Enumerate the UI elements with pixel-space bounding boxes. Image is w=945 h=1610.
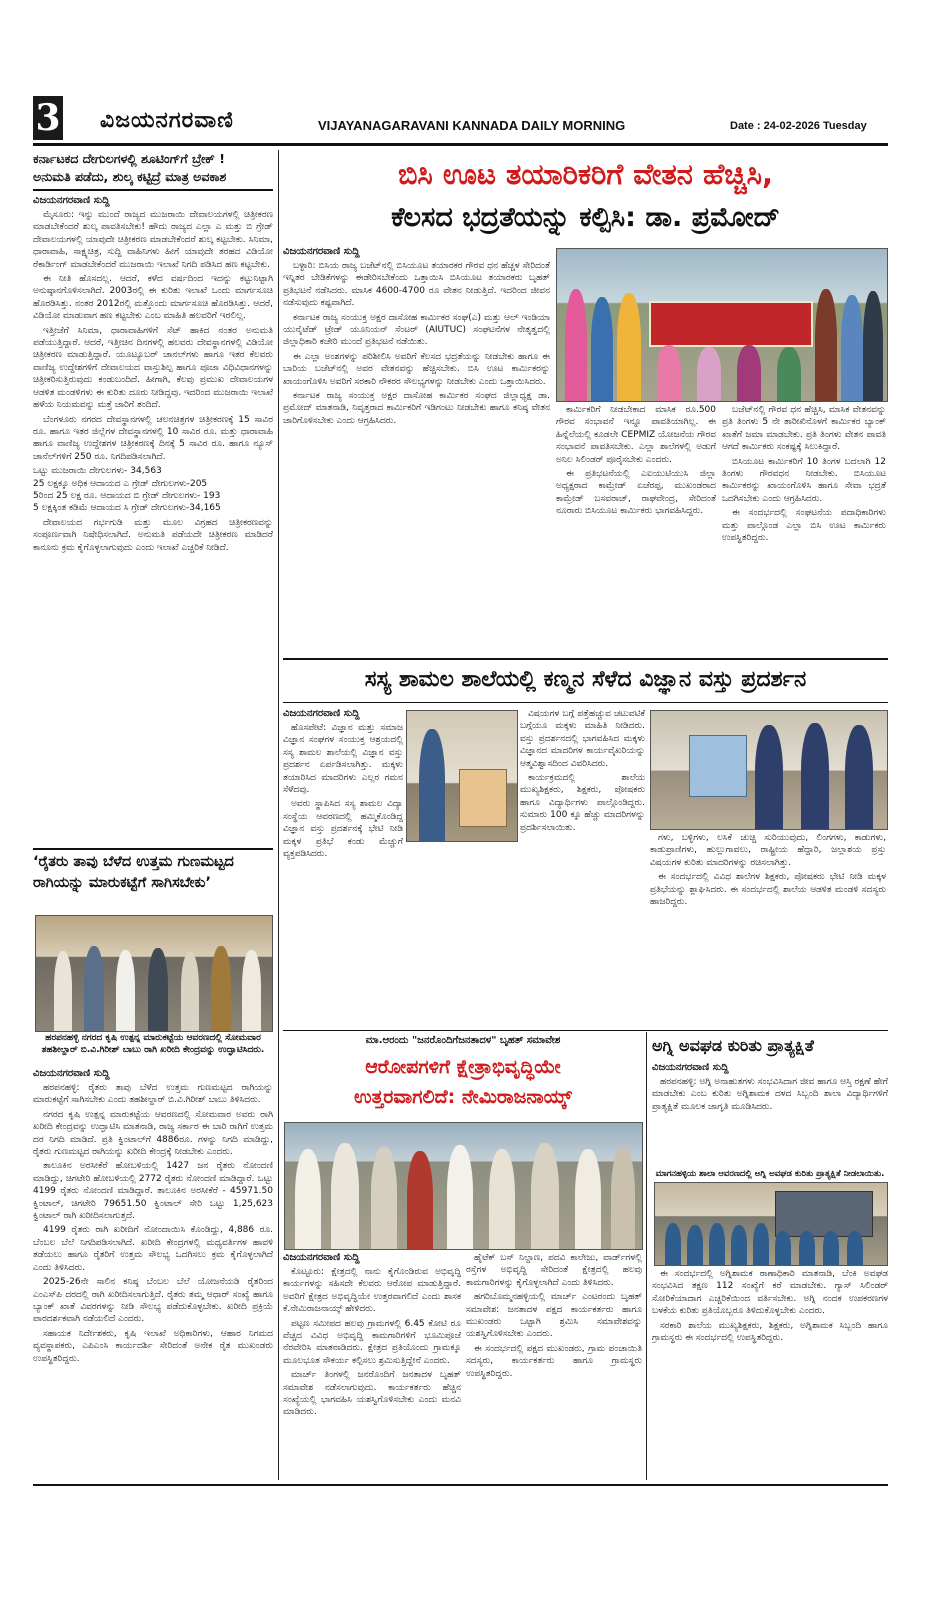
person-figure bbox=[775, 1231, 791, 1265]
fire-photo bbox=[654, 1182, 888, 1266]
bisiuta-p9: ಈ ಸಂದರ್ಭದಲ್ಲಿ ಸಂಘಟನೆಯ ಪದಾಧಿಕಾರಿಗಳು ಮತ್ತು ಪಾಲ್ಗೊಂಡ ಎಲ್ಲಾ ಬಿಸಿ ಊಟ ಕಾರ್ಮಿಕರು ಉಪಸ್ಥಿತರಿದ್ದರು. bbox=[722, 508, 886, 544]
bisiuta-p4: ಕರ್ನಾಟಕ ರಾಜ್ಯ ಸಂಯುಕ್ತ ಅಕ್ಷರ ದಾಸೋಹ ಕಾರ್ಮಿಕರ ಸಂಘದ ಜಿಲ್ಲಾಧ್ಯಕ್ಷ ಡಾ. ಪ್ರಮೋದ್ ಮಾತನಾಡಿ, ನಿವೃತ್ತರಾದ ಕಾರ್ಮಿಕರಿಗೆ ಇಡಿಗಂಟು ನೀಡಬೇಕು ಹಾಗೂ ಕನಿಷ್ಠ ವೇತನ ಜಾರಿಗೊಳಿಸಬೇಕು ಎಂದು ಆಗ್ರಹಿಸಿದರು. bbox=[283, 391, 550, 426]
temples-stats-intro: ಒಟ್ಟು ಮುಜರಾಯಿ ದೇಗುಲಗಳು- 34,563 bbox=[33, 466, 162, 477]
fire-p1: ಹರಪನಹಳ್ಳಿ: ಅಗ್ನಿ ಅನಾಹುತಗಳು ಸಂಭವಿಸಿದಾಗ ಜೀವ ಹಾಗೂ ಆಸ್ತಿ ರಕ್ಷಣೆ ಹೇಗೆ ಮಾಡಬೇಕು ಎಂಬ ಕುರಿತು ಅಗ್ನಿಶಾಮಕ ದಳದ ಸಿಬ್ಬಂದಿ ಶಾಲಾ ವಿದ್ಯಾರ್ಥಿಗಳಿಗೆ ಪ್ರಾತ್ಯಕ್ಷಿತೆ ಮೂಲಕ ಜಾಗೃತಿ ಮೂಡಿಸಿದರು. bbox=[652, 1077, 888, 1112]
person-figure bbox=[116, 950, 135, 1031]
science-p4: ಕಾರ್ಯಕ್ರಮದಲ್ಲಿ ಶಾಲೆಯ ಮುಖ್ಯಶಿಕ್ಷಕರು, ಶಿಕ್ಷಕರು, ಪೋಷಕರು ಹಾಗೂ ವಿದ್ಯಾರ್ಥಿಗಳು ಪಾಲ್ಗೊಂಡಿದ್ದರು. ಸುಮಾರು 100 ಕ್ಕೂ ಹೆಚ್ಚು ಮಾದರಿಗಳನ್ನು ಪ್ರದರ್ಶಿಸಲಾಯಿತು. bbox=[520, 773, 645, 833]
section-rule bbox=[33, 848, 273, 850]
ragi-story bbox=[33, 1068, 273, 1480]
masthead-date: Date : 24-02-2026 Tuesday bbox=[730, 120, 867, 132]
ragi-p1: ಹರಪನಹಳ್ಳಿ: ರೈತರು ತಾವು ಬೆಳೆದ ಉತ್ತಮ ಗುಣಮಟ್ಟದ ರಾಗಿಯನ್ನು ಮಾರುಕಟ್ಟೆಗೆ ಸಾಗಿಸಬೇಕು ಎಂದು ತಹಶೀಲ್ದಾರ್ ಬಿ.ವಿ.ಗಿರೀಶ್ ಬಾಬು ತಿಳಿಸಿದರು. bbox=[33, 1083, 273, 1106]
person-figure bbox=[211, 946, 231, 1031]
column-divider bbox=[646, 1032, 647, 1480]
science-photo-1 bbox=[406, 710, 518, 842]
temples-title-line2: ಅನುಮತಿ ಪಡೆದು, ಶುಲ್ಕ ಕಟ್ಟಿದ್ರೆ ಮಾತ್ರ ಅವಕಾಶ bbox=[33, 169, 227, 184]
ragi-p6: ಸಹಾಯಕ ನಿರ್ದೇಶಕರು, ಕೃಷಿ ಇಲಾಖೆ ಅಧಿಕಾರಿಗಳು, ಆಹಾರ ನಿಗಮದ ವ್ಯವಸ್ಥಾಪಕರು, ಎಪಿಎಂಸಿ ಕಾರ್ಯದರ್ಶಿ ಸೇರಿದಂತೆ ಅನೇಕ ರೈತ ಮುಖಂಡರು ಉಪಸ್ಥಿತರಿದ್ದರು. bbox=[33, 1328, 273, 1364]
person-figure bbox=[731, 1225, 747, 1265]
temples-p4: ಬೆಂಗಳೂರು ನಗರದ ದೇವಸ್ಥಾನಗಳಲ್ಲಿ ಚಲನಚಿತ್ರಗಳ ಚಿತ್ರೀಕರಣಕ್ಕೆ 15 ಸಾವಿರ ರೂ. ಹಾಗೂ ಇತರ ಜಿಲ್ಲೆಗಳ ದೇವಸ್ಥಾನಗಳಲ್ಲಿ 10 ಸಾವಿರ ರೂ. ಮತ್ತು ಧಾರಾವಾಹಿ ಹಾಗೂ ವಾಣಿಜ್ಯ ಉದ್ದೇಶಗಳ ಚಿತ್ರೀಕರಣಕ್ಕೆ ದಿನಕ್ಕೆ 5 ಸಾವಿರ ರೂ. ಹಾಗೂ ನ್ಯೂಸ್ ಚಾನೆಲ್‌ಗಳಿಗೆ 250 ರೂ. ನಿಗದಿಪಡಿಸಲಾಗಿದೆ. bbox=[33, 414, 273, 462]
ragi-p5: 2025-26ನೇ ಸಾಲಿನ ಕನಿಷ್ಠ ಬೆಂಬಲ ಬೆಲೆ ಯೋಜನೆಯಡಿ ರೈತರಿಂದ ಎಂಎಸ್‌ಪಿ ದರದಲ್ಲಿ ರಾಗಿ ಖರೀದಿಸಲಾಗುತ್ತಿದೆ. ರೈತರು ತಮ್ಮ ಆಧಾರ್ ಸಂಖ್ಯೆ ಹಾಗೂ ಬ್ಯಾಂಕ್ ಖಾತೆ ವಿವರಗಳನ್ನು ನೀಡಿ ಸೌಲಭ್ಯ ಪಡೆದುಕೊಳ್ಳಬೇಕು. ಖರೀದಿ ಪ್ರಕ್ರಿಯೆ ಪಾರದರ್ಶಕವಾಗಿ ನಡೆಯಲಿದೆ ಎಂದರು. bbox=[33, 1277, 273, 1325]
main-headline-line1: ಬಿಸಿ ಊಟ ತಯಾರಿಕರಿಗೆ ವೇತನ ಹೆಚ್ಚಿಸಿ, bbox=[397, 157, 774, 191]
person-figure bbox=[823, 1231, 839, 1265]
person-figure bbox=[815, 289, 837, 401]
bisiuta-byline: ವಿಜಯನಗರವಾಣಿ ಸುದ್ದಿ bbox=[283, 246, 360, 257]
science-p2: ಅವರು ಸ್ಥಾಪಿಸಿದ ಸಸ್ಯ ಶಾಮಲ ವಿದ್ಯಾ ಸಂಸ್ಥೆಯ ಆವರಣದಲ್ಲಿ ಹಮ್ಮಿಕೊಂಡಿದ್ದ ವಿಜ್ಞಾನ ವಸ್ತು ಪ್ರದರ್ಶನಕ್ಕೆ ಭೇಟಿ ನೀಡಿ ಮಕ್ಕಳ ಪ್ರತಿಭೆ ಕಂಡು ಮೆಚ್ಚುಗೆ ವ್ಯಕ್ತಪಡಿಸಿದರು. bbox=[283, 799, 403, 860]
science-byline: ವಿಜಯನಗರವಾಣಿ ಸುದ್ದಿ bbox=[283, 708, 360, 719]
science-story-col1 bbox=[283, 708, 403, 1028]
person-figure bbox=[489, 1149, 515, 1249]
bisiuta-p6: ಈ ಪ್ರತಿಭಟನೆಯಲ್ಲಿ ಎಐಯುಟಿಯುಸಿ ಜಿಲ್ಲಾ ಅಧ್ಯಕ್ಷರಾದ ಕಾಮ್ರೇಡ್ ಏಚೆರಪ್ಪ, ಮುಖಂಡರಾದ ಕಾಮ್ರೇಡ್ ಬಸವರಾಜ್, ರಾಘವೇಂದ್ರ, ಸೇರಿದಂತೆ ನೂರಾರು ಬಿಸಿಯೂಟ ಕಾರ್ಮಿಕರು ಭಾಗವಹಿಸಿದ್ದರು. bbox=[556, 469, 716, 517]
person-figure bbox=[755, 725, 783, 829]
person-figure bbox=[801, 723, 829, 829]
science-p5: ಗಳು, ಬಳ್ಳಿಗಳು, ಲಸಿಕೆ ಚುಚ್ಚಿ ಸುರಿಯುವುದು, ಲಿಂಗಗಳು, ಕಾಡುಗಳು, ಕಾಡುಪ್ರಾಣಿಗಳು, ಹುಲ್ಲುಗಾವಲು, ರಾಷ್ಟ್ರೀಯ ಹೆದ್ದಾರಿ, ಜಲ್ಲಾಶಯ ಪ್ರಸ್ತು ವಿಷಯಗಳ ಕುರಿತು ಮಾದರಿಗಳನ್ನು ರಚಿಸಲಾಗಿತ್ತು. bbox=[650, 833, 886, 868]
person-figure bbox=[847, 1231, 863, 1265]
fire-truck bbox=[775, 1191, 873, 1237]
person-figure bbox=[591, 297, 613, 401]
person-figure bbox=[665, 1223, 681, 1265]
mla-p1: ಕೊಟ್ಟೂರು: ಕ್ಷೇತ್ರದಲ್ಲಿ ನಾನು ಕೈಗೊಂಡಿರುವ ಅಭಿವೃದ್ಧಿ ಕಾರ್ಯಗಳನ್ನು ಸಹಿಸದೇ ಕೆಲವರು ಆರೋಪ ಮಾಡುತ್ತಿದ್ದಾರೆ. ಅವರಿಗೆ ಕ್ಷೇತ್ರದ ಅಭಿವೃದ್ಧಿಯೇ ಉತ್ತರವಾಗಲಿದೆ ಎಂದು ಶಾಸಕ ಕೆ.ನೇಮಿರಾಜನಾಯ್ಕ್ ಹೇಳಿದರು. bbox=[283, 1267, 461, 1315]
science-photo-2 bbox=[650, 710, 888, 830]
ragi-headline: ‘ರೈತರು ತಾವು ಬೆಳೆದ ಉತ್ತಮ ಗುಣಮಟ್ಟದ ರಾಗಿಯನ್ನು ಮಾರುಕಟ್ಟೆಗೆ ಸಾಗಿಸಬೇಕು’ bbox=[33, 854, 234, 891]
temples-headline bbox=[33, 150, 273, 186]
person-figure bbox=[148, 948, 168, 1031]
main-headline bbox=[283, 152, 888, 240]
fire-byline: ವಿಜಯನಗರವಾಣಿ ಸುದ್ದಿ bbox=[652, 1062, 729, 1073]
fire-story-top bbox=[652, 1062, 888, 1167]
mla-p3: ಮಾರ್ಚ್ ತಿಂಗಳಲ್ಲಿ ಜನರೊಂದಿಗೆ ಜನತಾದಳ ಬೃಹತ್ ಸಮಾವೇಶ ನಡೆಸಲಾಗುವುದು. ಕಾರ್ಯಕರ್ತರು ಹೆಚ್ಚಿನ ಸಂಖ್ಯೆಯಲ್ಲಿ ಭಾಗವಹಿಸಿ ಯಶಸ್ವಿಗೊಳಿಸಬೇಕು ಎಂದು ಮನವಿ ಮಾಡಿದರು. bbox=[283, 1370, 461, 1418]
footer-rule bbox=[33, 1484, 888, 1486]
science-story-col3 bbox=[650, 832, 886, 1028]
mla-kicker: ಮಾ.ಆರಂದು "ಜನರೊಂದಿಗೆಜನತಾದಳ" ಬೃಹತ್ ಸಮಾವೇಶ bbox=[365, 1035, 561, 1046]
mla-byline: ವಿಜಯನಗರವಾಣಿ ಸುದ್ದಿ bbox=[283, 1252, 360, 1263]
person-figure bbox=[54, 951, 72, 1031]
temples-stats-b: 5ರಿಂದ 25 ಲಕ್ಷ ರೂ. ಆದಾಯದ ಬಿ ಗ್ರೇಡ್ ದೇಗುಲಗಳು- 193 bbox=[33, 490, 221, 501]
bisiuta-p1: ಬಳ್ಳಾರಿ: ಬಿಸಿಯ ರಾಜ್ಯ ಬಜೆಟ್‌ನಲ್ಲಿ ಬಿಸಿಯೂಟ ತಯಾರಕರ ಗೌರವ ಧನ ಹೆಚ್ಚಳ ಸೇರಿದಂತೆ ಇನ್ನಿತರ ಬೇಡಿಕೆಗಳನ್ನು ಈಡೇರಿಸಬೇಕೆಂದು ಒತ್ತಾಯಿಸಿ ಬಿಸಿಯೂಟ ತಯಾರಕರು ಬೃಹತ್ ಪ್ರತಿಭಟನೆ ನಡೆಸಿದರು. ಮಾಸಿಕ 4600-4700 ರೂ ವೇತನ ನೀಡುತ್ತಿದೆ. ಇದರಿಂದ ಜೀವನ ನಡೆಸುವುದು ಕಷ್ಟವಾಗಿದೆ. bbox=[283, 261, 550, 309]
person-figure bbox=[419, 729, 445, 841]
fire-caption: ಮಾಗನಹಳ್ಳಿಯ ಶಾಲಾ ಆವರಣದಲ್ಲಿ ಅಗ್ನಿ ಅವಘಡ ಕುರಿತು ಪ್ರಾತ್ಯಕ್ಷಿತೆ ನೀಡಲಾಯಿತು. bbox=[655, 1169, 885, 1179]
bisiuta-p8: ಬಿಸಿಯೂಟ ಕಾರ್ಮಿಕರಿಗೆ 10 ತಿಂಗಳ ಬದಲಾಗಿ 12 ತಿಂಗಳು ಗೌರವಧನ ನೀಡಬೇಕು. ಬಿಸಿಯೂಟ ಕಾರ್ಮಿಕರನ್ನು ಖಾಯಂಗೊಳಿಸಿ ಹಾಗೂ ಸೇವಾ ಭದ್ರತೆ ಒದಗಿಸಬೇಕು ಎಂದು ಆಗ್ರಹಿಸಿದರು. bbox=[722, 456, 886, 504]
masthead-title-english: VIJAYANAGARAVANI KANNADA DAILY MORNING bbox=[318, 118, 626, 133]
person-figure bbox=[575, 1149, 601, 1249]
science-p6: ಈ ಸಂದರ್ಭದಲ್ಲಿ ವಿವಿಧ ಶಾಲೆಗಳ ಶಿಕ್ಷಕರು, ಪೋಷಕರು ಭೇಟಿ ನೀಡಿ ಮಕ್ಕಳ ಪ್ರತಿಭೆಯನ್ನು ಶ್ಲಾಘಿಸಿದರು. ಈ ಸಂದರ್ಭದಲ್ಲಿ ಶಾಲೆಯ ಆಡಳಿತ ಮಂಡಳಿ ಸದಸ್ಯರು ಹಾಜರಿದ್ದರು. bbox=[650, 872, 886, 908]
fire-p2: ಈ ಸಂದರ್ಭದಲ್ಲಿ ಅಗ್ನಿಶಾಮಕ ಠಾಣಾಧಿಕಾರಿ ಮಾತನಾಡಿ, ಬೆಂಕಿ ಅವಘಡ ಸಂಭವಿಸಿದ ತಕ್ಷಣ 112 ಸಂಖ್ಯೆಗೆ ಕರೆ ಮಾಡಬೇಕು. ಗ್ಯಾಸ್ ಸಿಲಿಂಡರ್ ಸೋರಿಕೆಯಾದಾಗ ಎಚ್ಚರಿಕೆಯಿಂದ ವರ್ತಿಸಬೇಕು. ಅಗ್ನಿ ನಂದಕ ಉಪಕರಣಗಳ ಬಳಕೆಯ ಕುರಿತು ಪ್ರತಿಯೊಬ್ಬರೂ ತಿಳಿದುಕೊಳ್ಳಬೇಕು ಎಂದರು. bbox=[652, 1269, 888, 1317]
person-figure bbox=[709, 1223, 725, 1265]
person-figure bbox=[331, 1143, 359, 1249]
mla-p2: ಪಟ್ಟಣ ಸಮೀಪದ ಹಲವು ಗ್ರಾಮಗಳಲ್ಲಿ 6.45 ಕೋಟಿ ರೂ ವೆಚ್ಚದ ವಿವಿಧ ಅಭಿವೃದ್ಧಿ ಕಾಮಗಾರಿಗಳಿಗೆ ಭೂಮಿಪೂಜೆ ನೆರವೇರಿಸಿ ಮಾತನಾಡಿದರು. ಕ್ಷೇತ್ರದ ಪ್ರತಿಯೊಂದು ಗ್ರಾಮಕ್ಕೂ ಮೂಲಭೂತ ಸೌಕರ್ಯ ಕಲ್ಪಿಸಲು ಶ್ರಮಿಸುತ್ತಿದ್ದೇನೆ ಎಂದರು. bbox=[283, 1318, 461, 1366]
person-figure bbox=[447, 1145, 473, 1249]
person-figure bbox=[617, 293, 641, 401]
temples-p1: ಮೈಸೂರು: ಇನ್ನು ಮುಂದೆ ರಾಜ್ಯದ ಮುಜರಾಯಿ ದೇವಾಲಯಗಳಲ್ಲಿ ಚಿತ್ರೀಕರಣ ಮಾಡಬೇಕೆಂದರೆ ಶುಲ್ಕ ಪಾವತಿಸಬೇಕು! ಹೌದು ರಾಜ್ಯದ ಎಲ್ಲಾ ಎ ಮತ್ತು ಬಿ ಗ್ರೇಡ್ ದೇವಾಲಯಗಳಲ್ಲಿ ಯಾವುದೇ ಚಿತ್ರೀಕರಣ ಮಾಡಬೇಕೆಂದರೆ ಶುಲ್ಕ ಕಟ್ಟಬೇಕು. ಸಿನಿಮಾ, ಧಾರಾವಾಹಿ, ಸಾಕ್ಷ್ಯಚಿತ್ರ, ಸುದ್ದಿ ವಾಹಿನಿಗಳು ಹೀಗೆ ಯಾವುದೇ ತರಹದ ವಿಡಿಯೋ ರೆಕಾರ್ಡಿಂಗ್ ಮಾಡಬೇಕೆಂದರೆ ಮುಜರಾಯಿ ಇಲಾಖೆ ನಿಗದಿ ಪಡಿಸಿದ ಹಣ ಕಟ್ಟಬೇಕು. bbox=[33, 210, 273, 270]
temples-p5: ದೇವಾಲಯದ ಗರ್ಭಗುಡಿ ಮತ್ತು ಮೂಲ ವಿಗ್ರಹದ ಚಿತ್ರೀಕರಣವನ್ನು ಸಂಪೂರ್ಣವಾಗಿ ನಿಷೇಧಿಸಲಾಗಿದೆ. ಅನುಮತಿ ಪಡೆಯದೇ ಚಿತ್ರೀಕರಣ ಮಾಡಿದರೆ ಕಾನೂನು ಕ್ರಮ ಕೈಗೊಳ್ಳಲಾಗುವುದು ಎಂದು ಇಲಾಖೆ ಎಚ್ಚರಿಕೆ ನೀಡಿದೆ. bbox=[33, 517, 273, 553]
mla-title-line2: ಉತ್ತರವಾಗಲಿದೆ: ನೇಮಿರಾಜನಾಯ್ಕ್ bbox=[354, 1086, 572, 1108]
person-figure bbox=[697, 347, 721, 401]
person-figure bbox=[531, 1143, 559, 1249]
temples-body bbox=[33, 209, 273, 554]
bisiuta-p5: ಕಾರ್ಮಿಕರಿಗೆ ನೀಡಬೇಕಾದ ಮಾಸಿಕ ರೂ.500 ಗೌರವ ಸಂಭಾವನೆ ಇನ್ನೂ ಪಾವತಿಯಾಗಿಲ್ಲ. ಈ ಹಿನ್ನೆಲೆಯಲ್ಲಿ ಕೂಡಲೇ CEPMIZ ಯೋಜನೆಯ ಗೌರವ ಸಂಭಾವನೆ ಪಾವತಿಸಬೇಕು. ಎಲ್ಲಾ ಶಾಲೆಗಳಲ್ಲಿ ಅಡುಗೆ ಅನಿಲ ಸಿಲಿಂಡರ್ ಪೂರೈಸಬೇಕು ಎಂದರು. bbox=[556, 405, 716, 465]
ragi-p2: ನಗರದ ಕೃಷಿ ಉತ್ಪನ್ನ ಮಾರುಕಟ್ಟೆಯ ಆವರಣದಲ್ಲಿ ಸೋಮವಾರ ಅವರು ರಾಗಿ ಖರೀದಿ ಕೇಂದ್ರವನ್ನು ಉದ್ಘಾಟಿಸಿ ಮಾತನಾಡಿ, ರಾಜ್ಯ ಸರ್ಕಾರ ಈ ಬಾರಿ ರಾಗಿಗೆ ಉತ್ತಮ ದರ ನಿಗದಿ ಮಾಡಿದೆ. ಪ್ರತಿ ಕ್ವಿಂಟಾಲ್‌ಗೆ 4886ರೂ. ಗಳನ್ನು ನಿಗದಿ ಮಾಡಿದ್ದು, ರೈತರು ಗುಣಮಟ್ಟದ ರಾಗಿಯನ್ನು ಖರೀದಿ ಕೇಂದ್ರಕ್ಕೆ ನೀಡಬೇಕು ಎಂದರು. bbox=[33, 1109, 273, 1158]
ragi-caption: ಹರಪನಹಳ್ಳಿ ನಗರದ ಕೃಷಿ ಉತ್ಪನ್ನ ಮಾರುಕಟ್ಟೆಯ ಆವರಣದಲ್ಲಿ ಸೋಮವಾರ ತಹಶೀಲ್ದಾರ್ ಬಿ.ವಿ.ಗಿರೀಶ್ ಬಾಬು ರಾಗಿ ಖರೀದಿ ಕೇಂದ್ರವನ್ನು ಉದ್ಘಾಟಿಸಿದರು. bbox=[41, 1033, 265, 1055]
person-figure bbox=[777, 347, 801, 401]
person-figure bbox=[242, 950, 261, 1031]
fire-story-bottom bbox=[652, 1268, 888, 1480]
person-figure bbox=[657, 345, 681, 401]
ragi-p3: ತಾಲೂಕಿನ ಅರಸೀಕೆರೆ ಹೋಬಳಿಯಲ್ಲಿ 1427 ಜನ ರೈತರು ನೋಂದಣಿ ಮಾಡಿದ್ದು, ಚಿಗಟೇರಿ ಹೋಬಳಿಯಲ್ಲಿ 2772 ರೈತರು ನೋಂದಣಿ ಮಾಡಿದ್ದಾರೆ. ಒಟ್ಟು 4199 ರೈತರು ನೋಂದಣಿ ಮಾಡಿದ್ದಾರೆ. ತಾಲೂಕಿನ ಅರಸೀಕೆರೆ - 45971.50 ಕ್ವಿಂಟಾಲ್, ಚಿಗಟೇರಿ 79651.50 ಕ್ವಿಂಟಾಲ್ ಸೇರಿ ಒಟ್ಟು 1,25,623 ಕ್ವಿಂಟಾಲ್ ರಾಗಿ ಖರೀದಿಸಲಾಗುತ್ತದೆ. bbox=[33, 1161, 273, 1222]
temples-stats-a: 25 ಲಕ್ಷಕ್ಕೂ ಅಧಿಕ ಆದಾಯದ ಎ ಗ್ರೇಡ್ ದೇಗುಲಗಳು-205 bbox=[33, 478, 208, 489]
person-figure bbox=[181, 952, 199, 1031]
ragi-photo bbox=[35, 915, 273, 1032]
model-exhibit bbox=[459, 769, 507, 827]
bisiuta-p3: ಈ ಎಲ್ಲಾ ಅಂಶಗಳನ್ನು ಪರಿಶೀಲಿಸಿ ಅವರಿಗೆ ಕೆಲಸದ ಭದ್ರತೆಯನ್ನು ನೀಡಬೇಕು ಹಾಗೂ ಈ ಬಾರಿಯ ಬಜೆಟ್‌ನಲ್ಲಿ ಅವರ ವೇತನವನ್ನು ಹೆಚ್ಚಿಸಬೇಕು. ಬಿಸಿ ಊಟ ಕಾರ್ಮಿಕರನ್ನು ಖಾಯಂಗೊಳಿಸಿ ಅವರಿಗೆ ಸರಕಾರಿ ನೌಕರರ ಸೌಲಭ್ಯಗಳನ್ನು ನೀಡಬೇಕು ಎಂದು ಒತ್ತಾಯಿಸಿದರು. bbox=[283, 351, 550, 387]
temples-byline: ವಿಜಯನಗರವಾಣಿ ಸುದ್ದಿ bbox=[33, 195, 110, 206]
section-rule bbox=[283, 1030, 888, 1031]
person-figure bbox=[841, 295, 863, 401]
science-story-col2 bbox=[520, 708, 645, 1028]
temples-p2: ಈ ನೀತಿ ಹೊಸದಲ್ಲ. ಆದರೆ, ಕಳೆದ ವರ್ಷದಿಂದ ಇದನ್ನು ಕಟ್ಟುನಿಟ್ಟಾಗಿ ಅನುಷ್ಠಾನಗೊಳಿಸಲಾಗಿದೆ. 2003ರಲ್ಲಿ ಈ ಕುರಿತು ಇಲಾಖೆ ಒಂದು ಮಾರ್ಗಸೂಚಿ ಹೊರಡಿಸಿತ್ತು. ನಂತರ 2012ರಲ್ಲಿ ಮತ್ತೊಂದು ಮಾರ್ಗಸೂಚಿ ಹೊರಡಿಸಿತ್ತು. ಆದರೆ, ವಿಡಿಯೋ ಮಾಡುವಾಗ ಹಣ ಕಟ್ಟಬೇಕು ಎಂಬ ಮಾಹಿತಿ ಹಲವರಿಗೆ ಇರಲಿಲ್ಲ. bbox=[33, 274, 273, 322]
column-divider bbox=[278, 150, 279, 1480]
bisiuta-story-col3 bbox=[722, 404, 886, 654]
ragi-byline: ವಿಜಯನಗರವಾಣಿ ಸುದ್ದಿ bbox=[33, 1068, 110, 1079]
person-figure bbox=[84, 946, 104, 1031]
protest-banner bbox=[649, 301, 813, 347]
person-figure bbox=[737, 345, 761, 401]
mla-p5: ಹಗರಿಬೊಮ್ಮನಹಳ್ಳಿಯಲ್ಲಿ ಮಾರ್ಚ್ ಎಂಟರಂದು ಬೃಹತ್ ಸಮಾವೇಶ: ಜನತಾದಳ ಪಕ್ಷದ ಕಾರ್ಯಕರ್ತರು ಹಾಗೂ ಮುಖಂಡರು ಒಟ್ಟಾಗಿ ಶ್ರಮಿಸಿ ಸಮಾವೇಶವನ್ನು ಯಶಸ್ವಿಗೊಳಿಸಬೇಕು ಎಂದರು. bbox=[466, 1292, 642, 1340]
temples-story bbox=[33, 150, 273, 843]
fire-p3: ಸರಕಾರಿ ಶಾಲೆಯ ಮುಖ್ಯಶಿಕ್ಷಕರು, ಶಿಕ್ಷಕರು, ಅಗ್ನಿಶಾಮಕ ಸಿಬ್ಬಂದಿ ಹಾಗೂ ಗ್ರಾಮಸ್ಥರು ಈ ಸಂದರ್ಭದಲ್ಲಿ ಉಪಸ್ಥಿತರಿದ್ದರು. bbox=[652, 1320, 888, 1344]
section-rule bbox=[283, 702, 888, 703]
bisiuta-story-col1 bbox=[283, 246, 550, 654]
person-figure bbox=[687, 1225, 703, 1265]
person-figure bbox=[295, 1149, 321, 1249]
bisiuta-story-col2 bbox=[556, 404, 716, 654]
person-figure bbox=[863, 291, 883, 401]
mla-headline bbox=[283, 1052, 643, 1112]
mla-photo bbox=[284, 1122, 643, 1250]
person-figure bbox=[565, 289, 587, 401]
temples-stats-c: 5 ಲಕ್ಷಕ್ಕಿಂತ ಕಡಿಮೆ ಆದಾಯದ ಸಿ ಗ್ರೇಡ್ ದೇಗುಲಗಳು-34,165 bbox=[33, 503, 221, 514]
masthead-title-kannada: ವಿಜಯನಗರವಾಣಿ bbox=[100, 108, 234, 133]
science-p1: ಹೊಸಪೇಟೆ: ವಿಜ್ಞಾನ ಮತ್ತು ಸಮಾಜ ವಿಜ್ಞಾನ ಸಂಘಗಳ ಸಂಯುಕ್ತ ಆಶ್ರಯದಲ್ಲಿ ಸಸ್ಯ ಶಾಮಲ ಶಾಲೆಯಲ್ಲಿ ವಿಜ್ಞಾನ ವಸ್ತು ಪ್ರದರ್ಶನ ಏರ್ಪಡಿಸಲಾಗಿತ್ತು. ಮಕ್ಕಳು ತಯಾರಿಸಿದ ಮಾದರಿಗಳು ಎಲ್ಲರ ಗಮನ ಸೆಳೆದವು. bbox=[283, 723, 403, 796]
mla-story-col2 bbox=[466, 1252, 642, 1480]
person-figure bbox=[407, 1151, 433, 1249]
person-figure bbox=[753, 1223, 769, 1265]
protest-photo bbox=[556, 248, 888, 402]
science-headline: ಸಸ್ಯ ಶಾಮಲ ಶಾಲೆಯಲ್ಲಿ ಕಣ್ಮನ ಸೆಳೆದ ವಿಜ್ಞಾನ ವಸ್ತು ಪ್ರದರ್ಶನ bbox=[364, 667, 807, 692]
person-figure bbox=[371, 1147, 397, 1249]
temples-title-line1: ಕರ್ನಾಟಕದ ದೇಗುಲಗಳಲ್ಲಿ ಶೂಟಿಂಗ್‌ಗೆ ಬ್ರೇಕ್ ! bbox=[33, 151, 225, 166]
bisiuta-p7: ಬಜೆಟ್‌ನಲ್ಲಿ ಗೌರವ ಧನ ಹೆಚ್ಚಿಸಿ, ಮಾಸಿಕ ವೇತನವನ್ನು ಪ್ರತಿ ತಿಂಗಳು 5 ನೇ ತಾರೀಖಿನೊಳಗೆ ಕಾರ್ಮಿಕರ ಬ್ಯಾಂಕ್ ಖಾತೆಗೆ ಜಮಾ ಮಾಡಬೇಕು. ಪ್ರತಿ ತಿಂಗಳು ವೇತನ ಪಾವತಿ ಆಗದೆ ಕಾರ್ಮಿಕರು ಸಂಕಷ್ಟಕ್ಕೆ ಸಿಲುಕಿದ್ದಾರೆ. bbox=[722, 405, 886, 453]
section-rule bbox=[283, 658, 888, 660]
mla-p6: ಈ ಸಂದರ್ಭದಲ್ಲಿ ಪಕ್ಷದ ಮುಖಂಡರು, ಗ್ರಾಮ ಪಂಚಾಯಿತಿ ಸದಸ್ಯರು, ಕಾರ್ಯಕರ್ತರು ಹಾಗೂ ಗ್ರಾಮಸ್ಥರು ಉಪಸ್ಥಿತರಿದ್ದರು. bbox=[466, 1343, 642, 1379]
ragi-p4: 4199 ರೈತರು ರಾಗಿ ಖರೀದಿಗೆ ನೋಂದಾಯಿಸಿ ಕೊಂಡಿದ್ದು, 4,886 ರೂ. ಬೆಂಬಲ ಬೆಲೆ ನಿಗದಿಪಡಿಸಲಾಗಿದೆ. ಖರೀದಿ ಕೇಂದ್ರಗಳಲ್ಲಿ ಮಧ್ಯವರ್ತಿಗಳ ಹಾವಳಿ ತಡೆಯಲು ಹಾಗೂ ರೈತರಿಗೆ ಉತ್ತಮ ಸೌಲಭ್ಯ ಒದಗಿಸಲು ಕ್ರಮ ಕೈಗೊಳ್ಳಲಾಗಿದೆ ಎಂದು ತಿಳಿಸಿದರು. bbox=[33, 1225, 273, 1273]
page-number: 3 bbox=[33, 96, 63, 140]
science-p3: ವಿಷಯಗಳ ಬಗ್ಗೆ ಪತ್ತೆಹಚ್ಚುವ ಚಟುವಟಿಕೆ ಬಗ್ಗೆಯೂ ಮಕ್ಕಳು ಮಾಹಿತಿ ನೀಡಿದರು. ವಸ್ತು ಪ್ರದರ್ಶನದಲ್ಲಿ ಭಾಗವಹಿಸಿದ ಮಕ್ಕಳು ವಿಜ್ಞಾನದ ಮಾದರಿಗಳ ಕಾರ್ಯವೈಖರಿಯನ್ನು ಆತ್ಮವಿಶ್ವಾಸದಿಂದ ವಿವರಿಸಿದರು. bbox=[520, 709, 645, 769]
mla-story-col1 bbox=[283, 1252, 461, 1480]
main-headline-line2: ಕೆಲಸದ ಭದ್ರತೆಯನ್ನು ಕಲ್ಪಿಸಿ: ಡಾ. ಪ್ರಮೋದ್ bbox=[391, 202, 780, 233]
masthead-rule bbox=[33, 143, 888, 146]
fire-headline: ಅಗ್ನಿ ಅವಘಡ ಕುರಿತು ಪ್ರಾತ್ಯಕ್ಷಿತೆ bbox=[652, 1036, 814, 1055]
temples-p3: ಇತ್ತೀಚೆಗೆ ಸಿನಿಮಾ, ಧಾರಾವಾಹಿಗಳಿಗೆ ಸೆಟ್ ಹಾಕಿದ ನಂತರ ಅನುಮತಿ ಪಡೆಯುತ್ತಿದ್ದಾರೆ. ಆದರೆ, ಇತ್ತೀಚಿನ ದಿನಗಳಲ್ಲಿ ಹಲವರು ದೇವಸ್ಥಾನಗಳಲ್ಲಿ ವಿಡಿಯೋ ಚಿತ್ರೀಕರಣ ಮಾಡುತ್ತಿದ್ದಾರೆ. ಯೂಟ್ಯೂಬರ್ ಚಾನಲ್‌ಗಳು ಹಾಗೂ ಇತರ ಕೆಲವರು ವಾಣಿಜ್ಯ ಉದ್ದೇಶಗಳಿಗೆ ದೇವಾಲಯದ ವಾಸ್ತುಶಿಲ್ಪ ಹಾಗೂ ಪೂಜಾ ವಿಧಿವಿಧಾನಗಳನ್ನು ಚಿತ್ರೀಕರಿಸುತ್ತಿರುವುದು ಕಂಡುಬಂದಿದೆ. ಹೀಗಾಗಿ, ಕೆಲವು ಪ್ರಮುಖ ದೇವಾಲಯಗಳ ಆಡಳಿತ ಮಂಡಳಿಗಳು ಈ ಕುರಿತು ದೂರು ನೀಡಿದ್ದವು. ಇದರಿಂದ ಮುಜರಾಯಿ ಇಲಾಖೆ ಹಳೆಯ ನಿಯಮವನ್ನು ಮತ್ತೆ ಜಾರಿಗೆ ತಂದಿದೆ. bbox=[33, 325, 273, 411]
bisiuta-p2: ಕರ್ನಾಟಕ ರಾಜ್ಯ ಸಂಯುಕ್ತ ಅಕ್ಷರ ದಾಸೋಹ ಕಾರ್ಮಿಕರ ಸಂಘ(ಎ) ಮತ್ತು ಆಲ್ ಇಂಡಿಯಾ ಯುನೈಟೆಡ್ ಟ್ರೇಡ್ ಯೂನಿಯನ್ ಸೆಂಟರ್ (AIUTUC) ಸಂಘಟನೆಗಳ ನೇತೃತ್ವದಲ್ಲಿ ಜಿಲ್ಲಾಧಿಕಾರಿ ಕಚೇರಿ ಮುಂದೆ ಪ್ರತಿಭಟನೆ ನಡೆಯಿತು. bbox=[283, 312, 550, 348]
person-figure bbox=[845, 725, 873, 829]
model-exhibit bbox=[689, 735, 747, 797]
person-figure bbox=[799, 1231, 815, 1265]
person-figure bbox=[611, 1147, 635, 1249]
mla-title-line1: ಆರೋಪಗಳಿಗೆ ಕ್ಷೇತ್ರಾಭಿವೃದ್ಧಿಯೇ bbox=[365, 1056, 561, 1078]
mla-p4: ಹೈಟೆಕ್ ಬಸ್ ನಿಲ್ದಾಣ, ಪದವಿ ಕಾಲೇಜು, ವಾರ್ಡ್‌ಗಳಲ್ಲಿ ರಸ್ತೆಗಳ ಅಭಿವೃದ್ಧಿ ಸೇರಿದಂತೆ ಕ್ಷೇತ್ರದಲ್ಲಿ ಹಲವು ಕಾಮಗಾರಿಗಳನ್ನು ಕೈಗೊಳ್ಳಲಾಗಿದೆ ಎಂದು ತಿಳಿಸಿದರು. bbox=[466, 1253, 642, 1288]
